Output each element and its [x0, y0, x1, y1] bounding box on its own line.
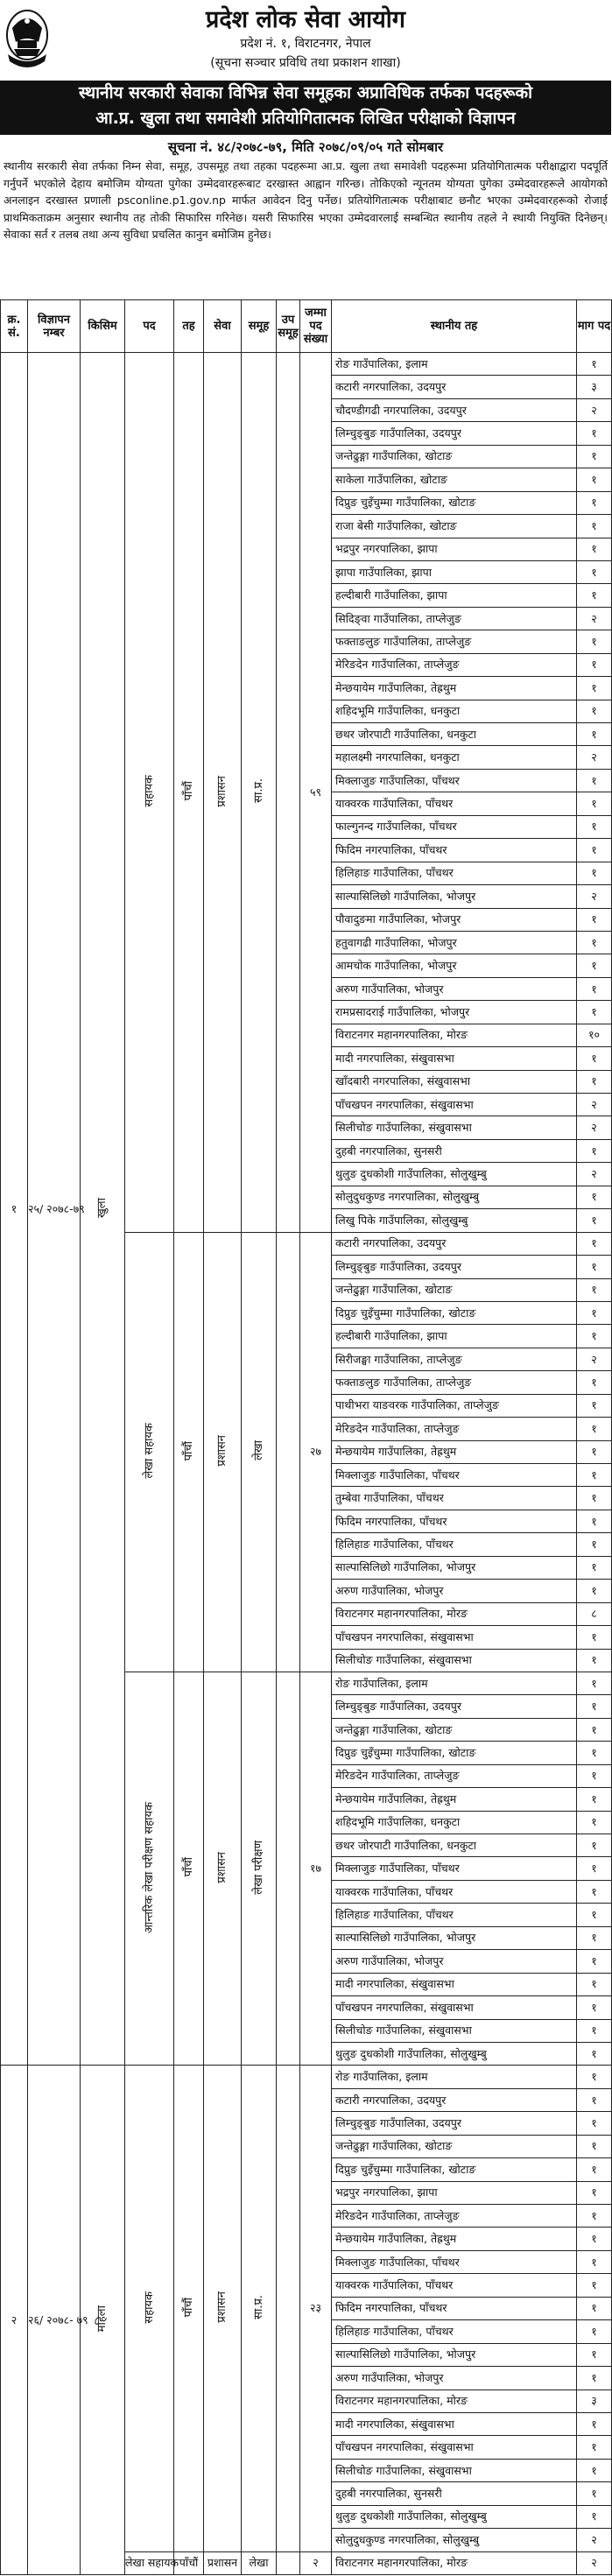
- cell-local-level: हिलिहाङ गाउँपालिका, पाँचथर: [332, 2320, 577, 2343]
- table-body: [1, 353, 612, 2575]
- cell-demand: १: [577, 1695, 612, 1718]
- org-branch: (सूचना सञ्चार प्रविधि तथा प्रकाशन शाखा): [210, 56, 401, 70]
- col-local-level: स्थानीय तह: [332, 300, 577, 353]
- cell-demand: १: [577, 1649, 612, 1672]
- cell-subgroup: [277, 2551, 300, 2574]
- cell-service: [204, 2066, 242, 2551]
- col-sn: क्र. सं.: [1, 300, 28, 353]
- cell-local-level: हल्दीबारी गाउँपालिका, झापा: [332, 1325, 577, 1348]
- cell-demand: १: [577, 2320, 612, 2343]
- cell-demand: १: [577, 2042, 612, 2065]
- cell-subgroup: [277, 353, 300, 1233]
- cell-local-level: पाथीभरा याङवरक गाउँपालिका, ताप्लेजुङ: [332, 1394, 577, 1417]
- cell-demand: १: [577, 723, 612, 746]
- cell-post-text: आन्तरिक लेखा परीक्षण सहायक: [142, 1801, 156, 1933]
- cell-demand: १: [577, 1232, 612, 1255]
- col-service: सेवा: [204, 300, 242, 353]
- cell-demand: २: [577, 1348, 612, 1370]
- cell-adv-no: २६/ २०७८- ७९: [28, 2066, 81, 2575]
- cell-demand: १: [577, 1070, 612, 1093]
- cell-local-level: रोङ गाउँपालिका, इलाम: [332, 2066, 577, 2088]
- cell-post: [125, 1672, 174, 2065]
- cell-level: पाँचौं: [174, 2551, 204, 2574]
- cell-service: [204, 1232, 242, 1672]
- cell-demand: १: [577, 815, 612, 838]
- cell-demand: १: [577, 1788, 612, 1811]
- cell-demand: १: [577, 839, 612, 862]
- cell-demand: २: [577, 746, 612, 769]
- cell-local-level: झापा गाउँपालिका, झापा: [332, 560, 577, 583]
- cell-local-level: मादी नगरपालिका, संखुवासभा: [332, 1047, 577, 1070]
- cell-level: [174, 2066, 204, 2551]
- cell-demand: १: [577, 2158, 612, 2181]
- cell-total: १७: [300, 1672, 332, 2065]
- cell-group-text: सा.प्र.: [251, 778, 265, 804]
- cell-demand: १: [577, 2205, 612, 2228]
- cell-local-level: मेन्छयायेम गाउँपालिका, तेह्रथुम: [332, 1440, 577, 1463]
- cell-demand: १: [577, 862, 612, 884]
- cell-local-level: सोलुदुधकुण्ड नगरपालिका, सोलुखुम्बु: [332, 2529, 577, 2551]
- cell-demand: १: [577, 538, 612, 560]
- cell-local-level: पाँचखपन नगरपालिका, संखुवासभा: [332, 1094, 577, 1116]
- cell-local-level: फक्ताङलुङ गाउँपालिका, ताप्लेजुङ: [332, 1371, 577, 1394]
- cell-local-level: लिम्चुङ्बुङ गाउँपालिका, उदयपुर: [332, 2112, 577, 2135]
- cell-demand: १: [577, 1464, 612, 1487]
- cell-local-level: विराटनगर महानगरपालिका, मोरङ: [332, 1602, 577, 1625]
- cell-demand: १: [577, 792, 612, 815]
- cell-demand: १: [577, 2112, 612, 2135]
- cell-local-level: मिक्लाजुङ गाउँपालिका, पाँचथर: [332, 1464, 577, 1487]
- cell-demand: १: [577, 468, 612, 491]
- cell-sn: २: [1, 2066, 28, 2575]
- cell-local-level: शहिदभूमि गाउँपालिका, धनकुटा: [332, 1811, 577, 1833]
- cell-local-level: रामप्रसादराई गाउँपालिका, भोजपुर: [332, 1001, 577, 1024]
- cell-post: [125, 1232, 174, 1672]
- cell-demand: १: [577, 2274, 612, 2297]
- cell-adv-no: २५/ २०७८-७९: [28, 353, 81, 2066]
- cell-local-level: दिप्रुङ चुइँचुम्मा गाउँपालिका, खोटाङ: [332, 491, 577, 514]
- cell-demand: १: [577, 954, 612, 977]
- cell-total: २३: [300, 2066, 332, 2551]
- cell-demand: १: [577, 2482, 612, 2505]
- cell-post: [125, 353, 174, 1233]
- cell-demand: १: [577, 977, 612, 1000]
- cell-local-level: हिलिहाङ गाउँपालिका, पाँचथर: [332, 862, 577, 884]
- col-type: किसिम: [81, 300, 125, 353]
- cell-demand: १: [577, 1742, 612, 1764]
- cell-local-level: हिलिहाङ गाउँपालिका, पाँचथर: [332, 1533, 577, 1556]
- cell-level: [174, 1232, 204, 1672]
- cell-local-level: मेन्छयायेम गाउँपालिका, तेह्रथुम: [332, 1788, 577, 1811]
- cell-demand: १: [577, 653, 612, 676]
- cell-demand: १: [577, 931, 612, 954]
- cell-local-level: थुलुङ दुधकोशी गाउँपालिका, सोलुखुम्बु: [332, 1163, 577, 1186]
- cell-local-level: चौदण्डीगढी नगरपालिका, उदयपुर: [332, 398, 577, 421]
- cell-local-level: मेरिङदेन गाउँपालिका, ताप्लेजुङ: [332, 1764, 577, 1787]
- cell-total: ५९: [300, 353, 332, 1233]
- cell-local-level: याक्वरक गाउँपालिका, पाँचथर: [332, 792, 577, 815]
- cell-demand: १: [577, 491, 612, 514]
- cell-demand: १: [577, 2181, 612, 2204]
- cell-local-level: मेरिङदेन गाउँपालिका, ताप्लेजुङ: [332, 1418, 577, 1440]
- cell-local-level: छथर जोरपाटी गाउँपालिका, धनकुटा: [332, 1834, 577, 1857]
- cell-subgroup: [277, 2066, 300, 2551]
- cell-total: २: [300, 2551, 332, 2574]
- cell-demand: १: [577, 1973, 612, 1995]
- cell-demand: २: [577, 1094, 612, 1116]
- cell-demand: १: [577, 353, 612, 376]
- cell-demand: १: [577, 1440, 612, 1463]
- cell-demand: १: [577, 1580, 612, 1602]
- cell-demand: १: [577, 2228, 612, 2250]
- cell-local-level: दुहबी नगरपालिका, सुनसरी: [332, 2482, 577, 2505]
- banner-line-1: स्थानीय सरकारी सेवाका विभिन्न सेवा समूहका अप्राविधिक तर्फका पदहरूको: [78, 83, 533, 102]
- cell-demand: २: [577, 885, 612, 908]
- cell-demand: १: [577, 1950, 612, 1973]
- cell-group: [242, 2066, 277, 2551]
- cell-demand: १: [577, 2343, 612, 2366]
- notice-number: सूचना नं. ४८/२०७८-७९, मिति २०७८/०९/०५ गते सोमबार: [167, 139, 444, 155]
- table-row: [1, 353, 612, 376]
- cell-demand: १: [577, 1834, 612, 1857]
- cell-demand: १: [577, 1926, 612, 1949]
- cell-demand: ८: [577, 1602, 612, 1625]
- cell-demand: १: [577, 1139, 612, 1162]
- cell-demand: १: [577, 1996, 612, 2019]
- cell-local-level: दिप्रुङ चुइँचुम्मा गाउँपालिका, खोटाङ: [332, 2158, 577, 2181]
- letterhead: [0, 0, 611, 77]
- col-subgroup: उप समूह: [277, 300, 300, 353]
- cell-local-level: अरुण गाउँपालिका, भोजपुर: [332, 977, 577, 1000]
- cell-demand: १: [577, 1371, 612, 1394]
- cell-service-text: प्रशासन: [215, 1434, 229, 1467]
- cell-local-level: आमचोक गाउँपालिका, भोजपुर: [332, 954, 577, 977]
- cell-local-level: मेरिङदेन गाउँपालिका, ताप्लेजुङ: [332, 2205, 577, 2228]
- cell-local-level: लिम्चुङ्बुङ गाउँपालिका, उदयपुर: [332, 422, 577, 445]
- col-total: जम्मा पद संख्या: [300, 300, 332, 353]
- cell-demand: ३: [577, 2389, 612, 2412]
- cell-local-level: फिदिम नगरपालिका, पाँचथर: [332, 2297, 577, 2319]
- cell-local-level: फिदिम नगरपालिका, पाँचथर: [332, 839, 577, 862]
- cell-demand: १: [577, 677, 612, 700]
- cell-demand: १: [577, 908, 612, 931]
- org-name: प्रदेश लोक सेवा आयोग: [206, 6, 405, 33]
- cell-service-text: प्रशासन: [215, 1851, 229, 1883]
- col-adv-no: विज्ञापन नम्बर: [28, 300, 81, 353]
- cell-local-level: सिलीचोङ गाउँपालिका, संखुवासभा: [332, 1116, 577, 1139]
- cell-local-level: लिम्चुङ्बुङ गाउँपालिका, उदयपुर: [332, 1256, 577, 1278]
- cell-demand: १: [577, 1487, 612, 1510]
- cell-demand: १: [577, 1880, 612, 1903]
- cell-local-level: साल्पासिलिछो गाउँपालिका, भोजपुर: [332, 885, 577, 908]
- cell-demand: २: [577, 2529, 612, 2551]
- cell-subgroup: [277, 1672, 300, 2065]
- cell-local-level: हल्दीबारी गाउँपालिका, झापा: [332, 584, 577, 607]
- cell-local-level: अरुण गाउँपालिका, भोजपुर: [332, 1580, 577, 1602]
- cell-service: [204, 353, 242, 1233]
- cell-demand: १: [577, 2412, 612, 2435]
- cell-local-level: सिलीचोङ गाउँपालिका, संखुवासभा: [332, 2019, 577, 2042]
- cell-local-level: शहिदभूमि गाउँपालिका, धनकुटा: [332, 700, 577, 722]
- cell-demand: १: [577, 1510, 612, 1532]
- cell-demand: १: [577, 1857, 612, 1880]
- cell-local-level: पौवादुङमा गाउँपालिका, भोजपुर: [332, 908, 577, 931]
- cell-local-level: मेरिङदेन गाउँपालिका, ताप्लेजुङ: [332, 653, 577, 676]
- cell-local-level: राजा बेसी गाउँपालिका, खोटाङ: [332, 515, 577, 538]
- cell-local-level: दिप्रुङ चुइँचुम्मा गाउँपालिका, खोटाङ: [332, 1301, 577, 1324]
- cell-demand: १: [577, 2505, 612, 2528]
- cell-local-level: खाँदबारी नगरपालिका, संखुवासभा: [332, 1070, 577, 1093]
- cell-demand: १: [577, 1394, 612, 1417]
- cell-local-level: जन्तेढुङ्गा गाउँपालिका, खोटाङ: [332, 2135, 577, 2157]
- cell-local-level: साल्पासिलिछो गाउँपालिका, भोजपुर: [332, 2343, 577, 2366]
- cell-local-level: कटारी नगरपालिका, उदयपुर: [332, 376, 577, 398]
- cell-demand: १: [577, 1278, 612, 1301]
- cell-local-level: विराटनगर महानगरपालिका, मोरङ: [332, 2551, 577, 2574]
- cell-demand: १: [577, 1764, 612, 1787]
- cell-demand: १: [577, 1811, 612, 1833]
- table-row: [1, 2066, 612, 2088]
- cell-local-level: विराटनगर महानगरपालिका, मोरङ: [332, 2389, 577, 2412]
- cell-local-level: महालक्ष्मी नगरपालिका, धनकुटा: [332, 746, 577, 769]
- cell-local-level: मेन्छयायेम गाउँपालिका, तेह्रथुम: [332, 677, 577, 700]
- cell-local-level: फिदिम नगरपालिका, पाँचथर: [332, 1510, 577, 1532]
- cell-demand: १: [577, 2088, 612, 2111]
- cell-demand: १: [577, 584, 612, 607]
- cell-post: लेखा सहायक: [125, 2551, 174, 2574]
- cell-demand: १: [577, 2297, 612, 2319]
- cell-demand: १: [577, 1186, 612, 1208]
- cell-group: [242, 1672, 277, 2065]
- cell-local-level: रोङ गाउँपालिका, इलाम: [332, 1672, 577, 1694]
- cell-demand: १: [577, 1626, 612, 1649]
- cell-local-level: कटारी नगरपालिका, उदयपुर: [332, 1232, 577, 1255]
- cell-local-level: साकेला गाउँपालिका, खोटाङ: [332, 468, 577, 491]
- cell-local-level: अरुण गाउँपालिका, भोजपुर: [332, 1950, 577, 1973]
- cell-demand: १: [577, 2250, 612, 2273]
- cell-local-level: याक्वरक गाउँपालिका, पाँचथर: [332, 2274, 577, 2297]
- cell-local-level: तुम्बेवा गाउँपालिका, पाँचथर: [332, 1487, 577, 1510]
- cell-service: प्रशासन: [204, 2551, 242, 2574]
- cell-local-level: भद्रपुर नगरपालिका, झापा: [332, 2181, 577, 2204]
- org-address: प्रदेश नं. १, विराटनगर, नेपाल: [240, 37, 371, 51]
- cell-local-level: फक्ताङलुङ गाउँपालिका, ताप्लेजुङ: [332, 630, 577, 653]
- cell-local-level: मादी नगरपालिका, संखुवासभा: [332, 1973, 577, 1995]
- cell-demand: १: [577, 1718, 612, 1741]
- cell-local-level: जन्तेढुङ्गा गाउँपालिका, खोटाङ: [332, 445, 577, 468]
- cell-total: २७: [300, 1232, 332, 1672]
- cell-local-level: छथर जोरपाटी गाउँपालिका, धनकुटा: [332, 723, 577, 746]
- cell-demand: १०: [577, 1024, 612, 1046]
- cell-local-level: पाँचखपन नगरपालिका, संखुवासभा: [332, 1626, 577, 1649]
- cell-demand: १: [577, 1904, 612, 1926]
- banner-line-2: आ.प्र. खुला तथा समावेशी प्रतियोगितात्मक लिखित परीक्षाको विज्ञापन: [95, 109, 516, 128]
- cell-demand: १: [577, 422, 612, 445]
- cell-local-level: अरुण गाउँपालिका, भोजपुर: [332, 2367, 577, 2389]
- cell-type: [81, 353, 125, 2066]
- cell-type-text: खुला: [95, 1197, 109, 1218]
- cell-post-text: सहायक: [142, 2291, 156, 2324]
- cell-demand: २: [577, 2551, 612, 2574]
- cell-demand: १: [577, 1533, 612, 1556]
- cell-local-level: हतुवागढी गाउँपालिका, भोजपुर: [332, 931, 577, 954]
- cell-demand: २: [577, 398, 612, 421]
- cell-demand: १: [577, 1301, 612, 1324]
- cell-demand: १: [577, 2066, 612, 2088]
- cell-demand: १: [577, 1672, 612, 1694]
- cell-demand: १: [577, 2459, 612, 2481]
- cell-demand: १: [577, 515, 612, 538]
- col-post: पद: [125, 300, 174, 353]
- cell-local-level: लिम्चुङ्बुङ गाउँपालिका, उदयपुर: [332, 1695, 577, 1718]
- cell-local-level: दिप्रुङ चुइँचुम्मा गाउँपालिका, खोटाङ: [332, 1742, 577, 1764]
- cell-local-level: मिक्लाजुङ गाउँपालिका, पाँचथर: [332, 1857, 577, 1880]
- cell-demand: १: [577, 630, 612, 653]
- cell-local-level: फाल्गुनन्द गाउँपालिका, पाँचथर: [332, 815, 577, 838]
- cell-local-level: भद्रपुर नगरपालिका, झापा: [332, 538, 577, 560]
- cell-local-level: साल्पासिलिछो गाउँपालिका, भोजपुर: [332, 1926, 577, 1949]
- cell-local-level: विराटनगर महानगरपालिका, मोरङ: [332, 1024, 577, 1046]
- cell-level-text: पाँचौं: [181, 2297, 195, 2318]
- cell-local-level: लिखु पिके गाउँपालिका, सोलुखुम्बु: [332, 1209, 577, 1232]
- cell-local-level: याक्वरक गाउँपालिका, पाँचथर: [332, 1880, 577, 1903]
- cell-demand: १: [577, 1001, 612, 1024]
- cell-group-text: लेखा परीक्षण: [251, 1840, 265, 1895]
- col-demand: माग पद: [577, 300, 612, 353]
- cell-demand: १: [577, 1256, 612, 1278]
- cell-local-level: रोङ गाउँपालिका, इलाम: [332, 353, 577, 376]
- cell-group-text: सा.प्र.: [251, 2295, 265, 2319]
- cell-demand: १: [577, 1325, 612, 1348]
- cell-local-level: मेन्छयायेम गाउँपालिका, तेह्रथुम: [332, 2228, 577, 2250]
- cell-local-level: मिक्लाजुङ गाउँपालिका, पाँचथर: [332, 2250, 577, 2273]
- cell-local-level: सिलीचोङ गाउँपालिका, संखुवासभा: [332, 1649, 577, 1672]
- cell-post-text: सहायक: [142, 775, 156, 807]
- cell-service-text: प्रशासन: [215, 775, 229, 807]
- cell-local-level: जन्तेढुङ्गा गाउँपालिका, खोटाङ: [332, 1718, 577, 1741]
- cell-demand: ३: [577, 376, 612, 398]
- intro-paragraph: स्थानीय सरकारी सेवा तर्फका निम्न सेवा, समूह, उपसमूह तथा तहका पदहरूमा आ.प्र. खुला तथा समावेशी पदहरूमा प्रतियोगितात्मक परीक्षाद्वारा पदपूर्ति गर्नुपर्ने भएकोले देहाय बमोजिम योग्यता पुगेका उम्मेदवारहरूबाट दरखास्त आह्वान गरिन्छ। तोकिएको न्यूनतम योग्यता पुगेका उम्मेदवारहरूले आयोगको अनलाइन दरखास्त प्रणाली psconline.p1.gov.np मार्फत आवेदन दिनु पर्नेछ। प्रतियोगितात्मक परीक्षाबाट छनौट भएका उम्मेदवारहरूको रोजाई प्राथमिकताक्रम अनुसार स्थानीय तह तोकी सिफारिस गरिनेछ। यसरी सिफारिस भएका उम्मेदवारलाई सम्बन्धित स्थानीय तहले ने स्थायी नियुक्ति दिनेछन्। सेवाका सर्त र तलब तथा अन्य सुविधा प्रचलित कानुन बमोजिम हुनेछ।: [4, 159, 608, 241]
- cell-demand: २: [577, 1163, 612, 1186]
- cell-post: [125, 2066, 174, 2551]
- cell-local-level: जन्तेढुङ्गा गाउँपालिका, खोटाङ: [332, 1278, 577, 1301]
- cell-local-level: साल्पासिलिछो गाउँपालिका, भोजपुर: [332, 1556, 577, 1579]
- cell-local-level: सोलुदुधकुण्ड नगरपालिका, सोलुखुम्बु: [332, 1186, 577, 1208]
- cell-post-text: लेखा सहायक: [142, 1423, 156, 1479]
- cell-demand: १: [577, 445, 612, 468]
- cell-service: [204, 1672, 242, 2065]
- cell-demand: १: [577, 2436, 612, 2459]
- title-banner: [0, 81, 611, 135]
- cell-type-text: महिला: [95, 2305, 109, 2333]
- cell-group-text: लेखा: [251, 1440, 265, 1461]
- cell-local-level: सिलीचोङ गाउँपालिका, संखुवासभा: [332, 2459, 577, 2481]
- col-level: तह: [174, 300, 204, 353]
- cell-demand: १: [577, 1047, 612, 1070]
- cell-local-level: मिक्लाजुङ गाउँपालिका, पाँचथर: [332, 769, 577, 792]
- cell-local-level: सिदिङ्वा गाउँपालिका, ताप्लेजुङ: [332, 607, 577, 630]
- col-group: समूह: [242, 300, 277, 353]
- cell-level-text: पाँचौं: [181, 1440, 195, 1460]
- cell-group: [242, 353, 277, 1233]
- cell-local-level: पाँचखपन नगरपालिका, संखुवासभा: [332, 1996, 577, 2019]
- cell-level-text: पाँचौं: [181, 1857, 195, 1877]
- cell-demand: १: [577, 1418, 612, 1440]
- cell-service-text: प्रशासन: [215, 2291, 229, 2323]
- table-header-row: [1, 300, 612, 353]
- cell-sn: १: [1, 353, 28, 2066]
- cell-local-level: मादी नगरपालिका, संखुवासभा: [332, 2412, 577, 2435]
- cell-group: [242, 1232, 277, 1672]
- cell-local-level: कटारी नगरपालिका, उदयपुर: [332, 2088, 577, 2111]
- cell-local-level: पाँचखपन नगरपालिका, संखुवासभा: [332, 2436, 577, 2459]
- cell-local-level: थुलुङ दुधकोशी गाउँपालिका, सोलुखुम्बु: [332, 2505, 577, 2528]
- cell-local-level: हिलिहाङ गाउँपालिका, पाँचथर: [332, 1904, 577, 1926]
- cell-demand: १: [577, 560, 612, 583]
- cell-demand: १: [577, 2019, 612, 2042]
- cell-demand: १: [577, 1209, 612, 1232]
- cell-demand: १: [577, 700, 612, 722]
- cell-local-level: थुलुङ दुधकोशी गाउँपालिका, सोलुखुम्बु: [332, 2042, 577, 2065]
- cell-demand: १: [577, 2367, 612, 2389]
- cell-demand: २: [577, 1116, 612, 1139]
- cell-demand: २: [577, 607, 612, 630]
- cell-level: [174, 353, 204, 1233]
- cell-level: [174, 1672, 204, 2065]
- vacancy-table: [0, 299, 612, 2575]
- cell-group: लेखा: [242, 2551, 277, 2574]
- cell-level-text: पाँचौं: [181, 781, 195, 801]
- cell-demand: १: [577, 1556, 612, 1579]
- cell-subgroup: [277, 1232, 300, 1672]
- cell-local-level: दुहबी नगरपालिका, सुनसरी: [332, 1139, 577, 1162]
- cell-local-level: सिरीजङ्घा गाउँपालिका, ताप्लेजुङ: [332, 1348, 577, 1370]
- cell-demand: १: [577, 769, 612, 792]
- cell-demand: १: [577, 2135, 612, 2157]
